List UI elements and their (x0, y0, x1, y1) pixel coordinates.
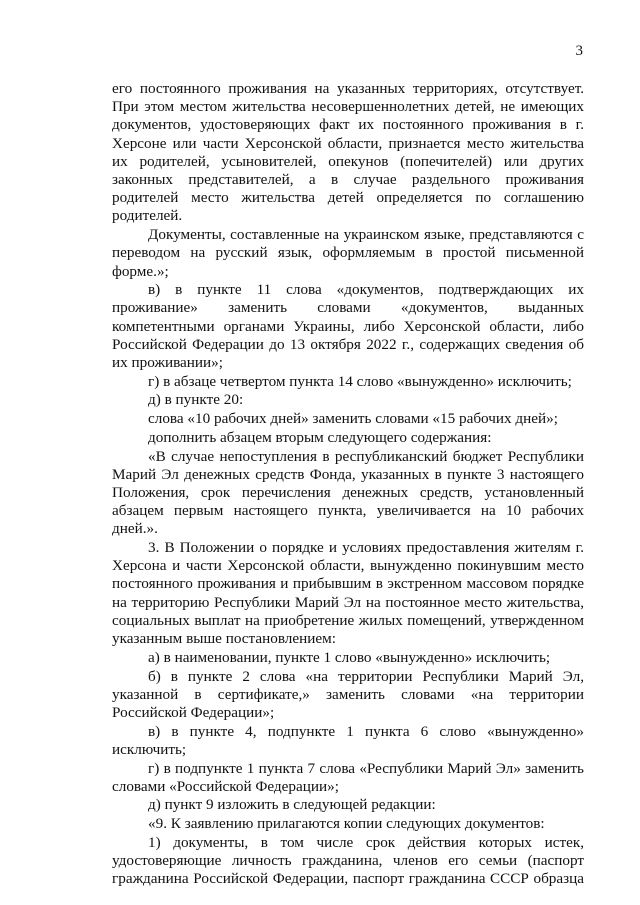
document-body (112, 80, 584, 889)
paragraph-5: д) в пункте 20: (148, 391, 244, 409)
paragraph-13: г) в подпункте 1 пункта 7 слова «Республики Марий Эл» заменить словами «Российской Федерации»; (112, 759, 584, 795)
paragraph-7: дополнить абзацем вторым следующего содержания: (148, 428, 492, 446)
paragraph-10: а) в наименовании, пункте 1 слово «вынужденно» исключить; (148, 648, 551, 666)
paragraph-9: 3. В Положении о порядке и условиях предоставления жителям г. Херсона и части Херсонской области, вынужденно покинувшим место постоянного проживания и прибывшим в экстренном массовом порядке на территорию Республики Марий Эл на постоянное место жительства, социальных выплат на приобретение жилых помещений, утвержденном указанным выше постановлением: (112, 539, 584, 648)
paragraph-1: его постоянного проживания на указанных территориях, отсутствует. При этом местом жительства несовершеннолетних детей, не имеющих документов, удостоверяющих факт их постоянного проживания в г. Херсоне или части Херсонской области, признается место жительства их родителей, усыновителей, опекунов (попечителей) или других законных представителей, а в случае раздельного проживания родителей место жительства детей определяется по соглашению родителей. (112, 80, 584, 225)
paragraph-4: г) в абзаце четвертом пункта 14 слово «вынужденно» исключить; (148, 372, 572, 390)
paragraph-6: слова «10 рабочих дней» заменить словами «15 рабочих дней»; (148, 410, 558, 428)
paragraph-16: 1) документы, в том числе срок действия которых истек, удостоверяющие личность гражданина, членов его семьи (паспорт гражданина Российской Федерации, паспорт гражданина СССР образца (112, 833, 584, 888)
paragraph-2: Документы, составленные на украинском языке, представляются с переводом на русский язык, оформляемым в простой письменной форме.»; (112, 226, 584, 280)
paragraph-11: б) в пункте 2 слова «на территории Республики Марий Эл, указанной в сертификате,» заменить словами «на территории Российской Федерации»; (112, 667, 584, 721)
paragraph-14: д) пункт 9 изложить в следующей редакции: (148, 796, 436, 814)
paragraph-3: в) в пункте 11 слова «документов, подтверждающих их проживание» заменить словами «документов, выданных компетентными органами Украины, либо Херсонской области, либо Российской Федерации до 13 октября 2022 г., содержащих сведения об их проживании»; (112, 281, 584, 372)
paragraph-12: в) в пункте 4, подпункте 1 пункта 6 слово «вынужденно» исключить; (112, 722, 584, 758)
paragraph-15: «9. К заявлению прилагаются копии следующих документов: (148, 815, 545, 833)
paragraph-8: «В случае непоступления в республиканский бюджет Республики Марий Эл денежных средств Фонда, указанных в пункте 3 настоящего Положения, срок перечисления денежных средств, установленный абзацем первым настоящего пункта, увеличивается на 10 рабочих дней.». (112, 447, 584, 538)
page-number: 3 (575, 43, 583, 59)
